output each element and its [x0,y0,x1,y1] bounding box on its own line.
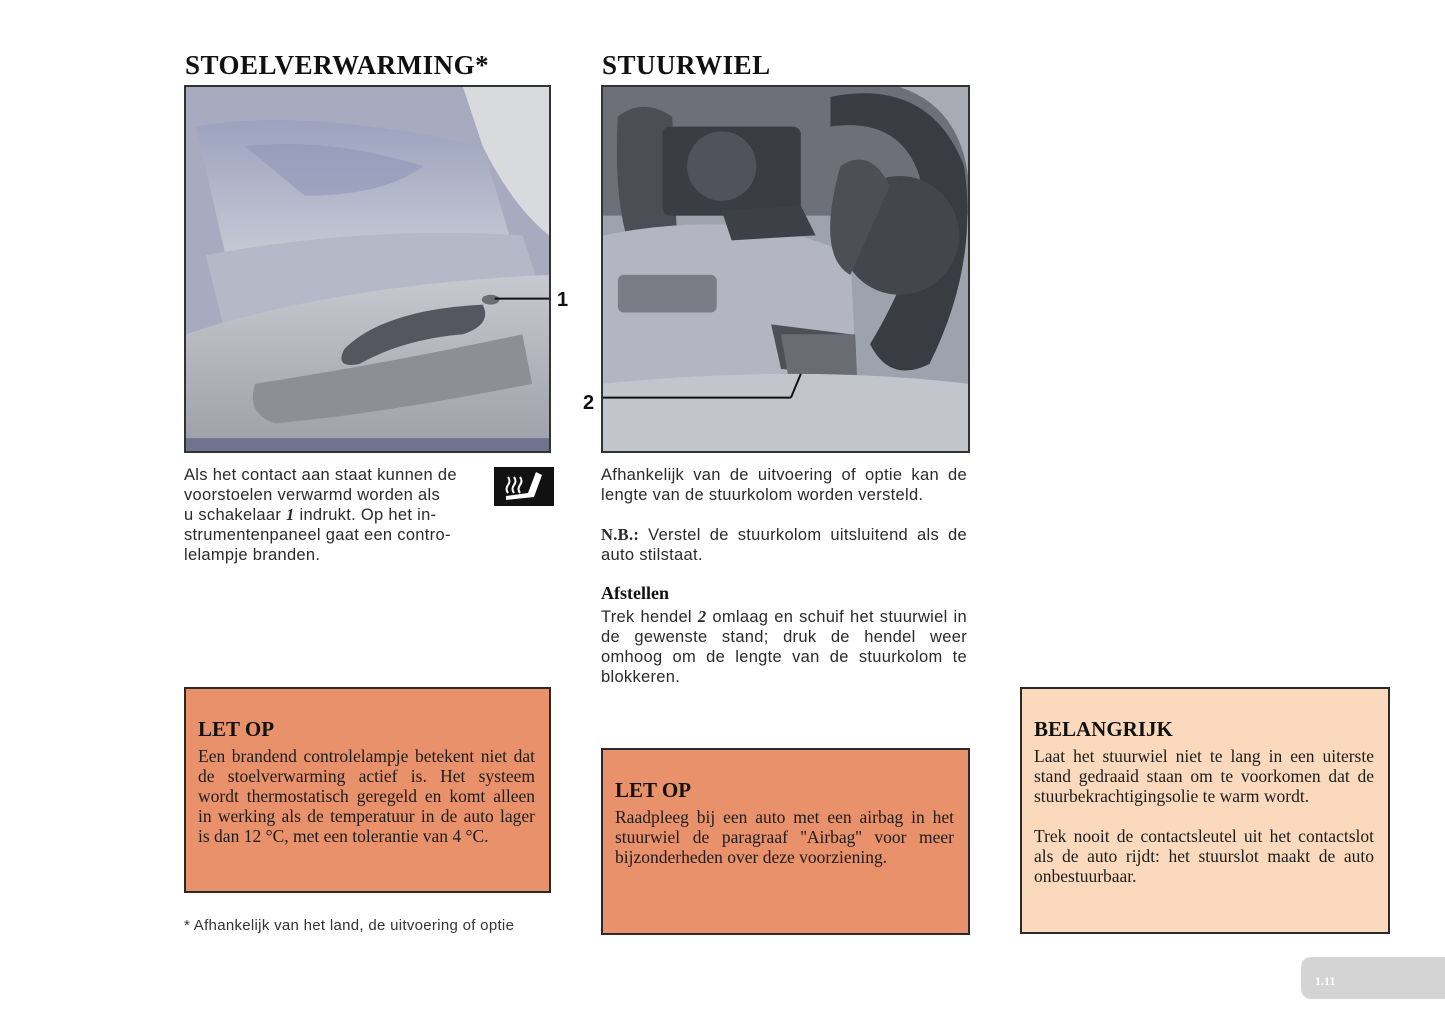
steering-intro: Afhankelijk van de uitvoering of optie kan de lengte van de stuurkolom worden versteld. [601,466,967,504]
page-number: 1.11 [1315,974,1336,988]
steering-wheel-photo [601,85,970,453]
important-text-2: Trek nooit de contactsleutel uit het contactslot als de auto rijdt: het stuurslot maakt de auto onbestuurbaar. [1034,826,1374,886]
section-title-seat-heating: STOELVERWARMING* [185,50,490,80]
footnote: * Afhankelijk van het land, de uitvoering of optie [184,917,515,934]
airbag-warning-box [601,748,970,935]
steering-wheel-text [601,465,967,687]
seat-photo [184,85,551,453]
callout-1: 1 [557,289,569,311]
nb-note: N.B.: Verstel de stuurkolom uitsluitend als de auto stilstaat. [601,525,967,564]
warning-text: Een brandend controlelampje betekent niet dat de stoelverwarming actief is. Het systeem wordt thermostatisch geregeld en komt alleen in werking als de temperatuur in de auto lager is dan 12 °C, met een tolerantie van 4 °C. [198,746,535,846]
important-box [1020,687,1390,934]
adjust-instructions: Trek hendel 2 omlaag en schuif het stuurwiel in de gewenste stand; druk de hendel weer omhoog om de lengte van de stuurkolom te blokkeren. [601,607,967,686]
callout-2: 2 [583,392,595,414]
warning-text: Raadpleeg bij een auto met een airbag in het stuurwiel de paragraaf ''Airbag'' voor meer bijzonderheden over deze voorziening. [615,807,954,867]
page-number-tab [1301,957,1445,999]
section-title-steering-wheel: STUURWIEL [602,50,771,80]
important-text-1: Laat het stuurwiel niet te lang in een uiterste stand gedraaid staan om te voorkomen dat de stuurbekrachtigingsolie te warm wordt. [1034,746,1374,806]
seat-heating-warning-box [184,687,551,893]
warning-title: LET OP [198,717,275,741]
seat-heating-icon [494,467,554,506]
seat-heating-paragraph: Als het contact aan staat kunnen de voorstoelen verwarmd worden als u schakelaar 1 indrukt. Op het in- strumentenpaneel gaat een contro- lelampje branden. [184,466,457,564]
warning-title: LET OP [615,778,692,802]
subhead-afstellen: Afstellen [601,583,669,603]
important-title: BELANGRIJK [1034,717,1173,741]
